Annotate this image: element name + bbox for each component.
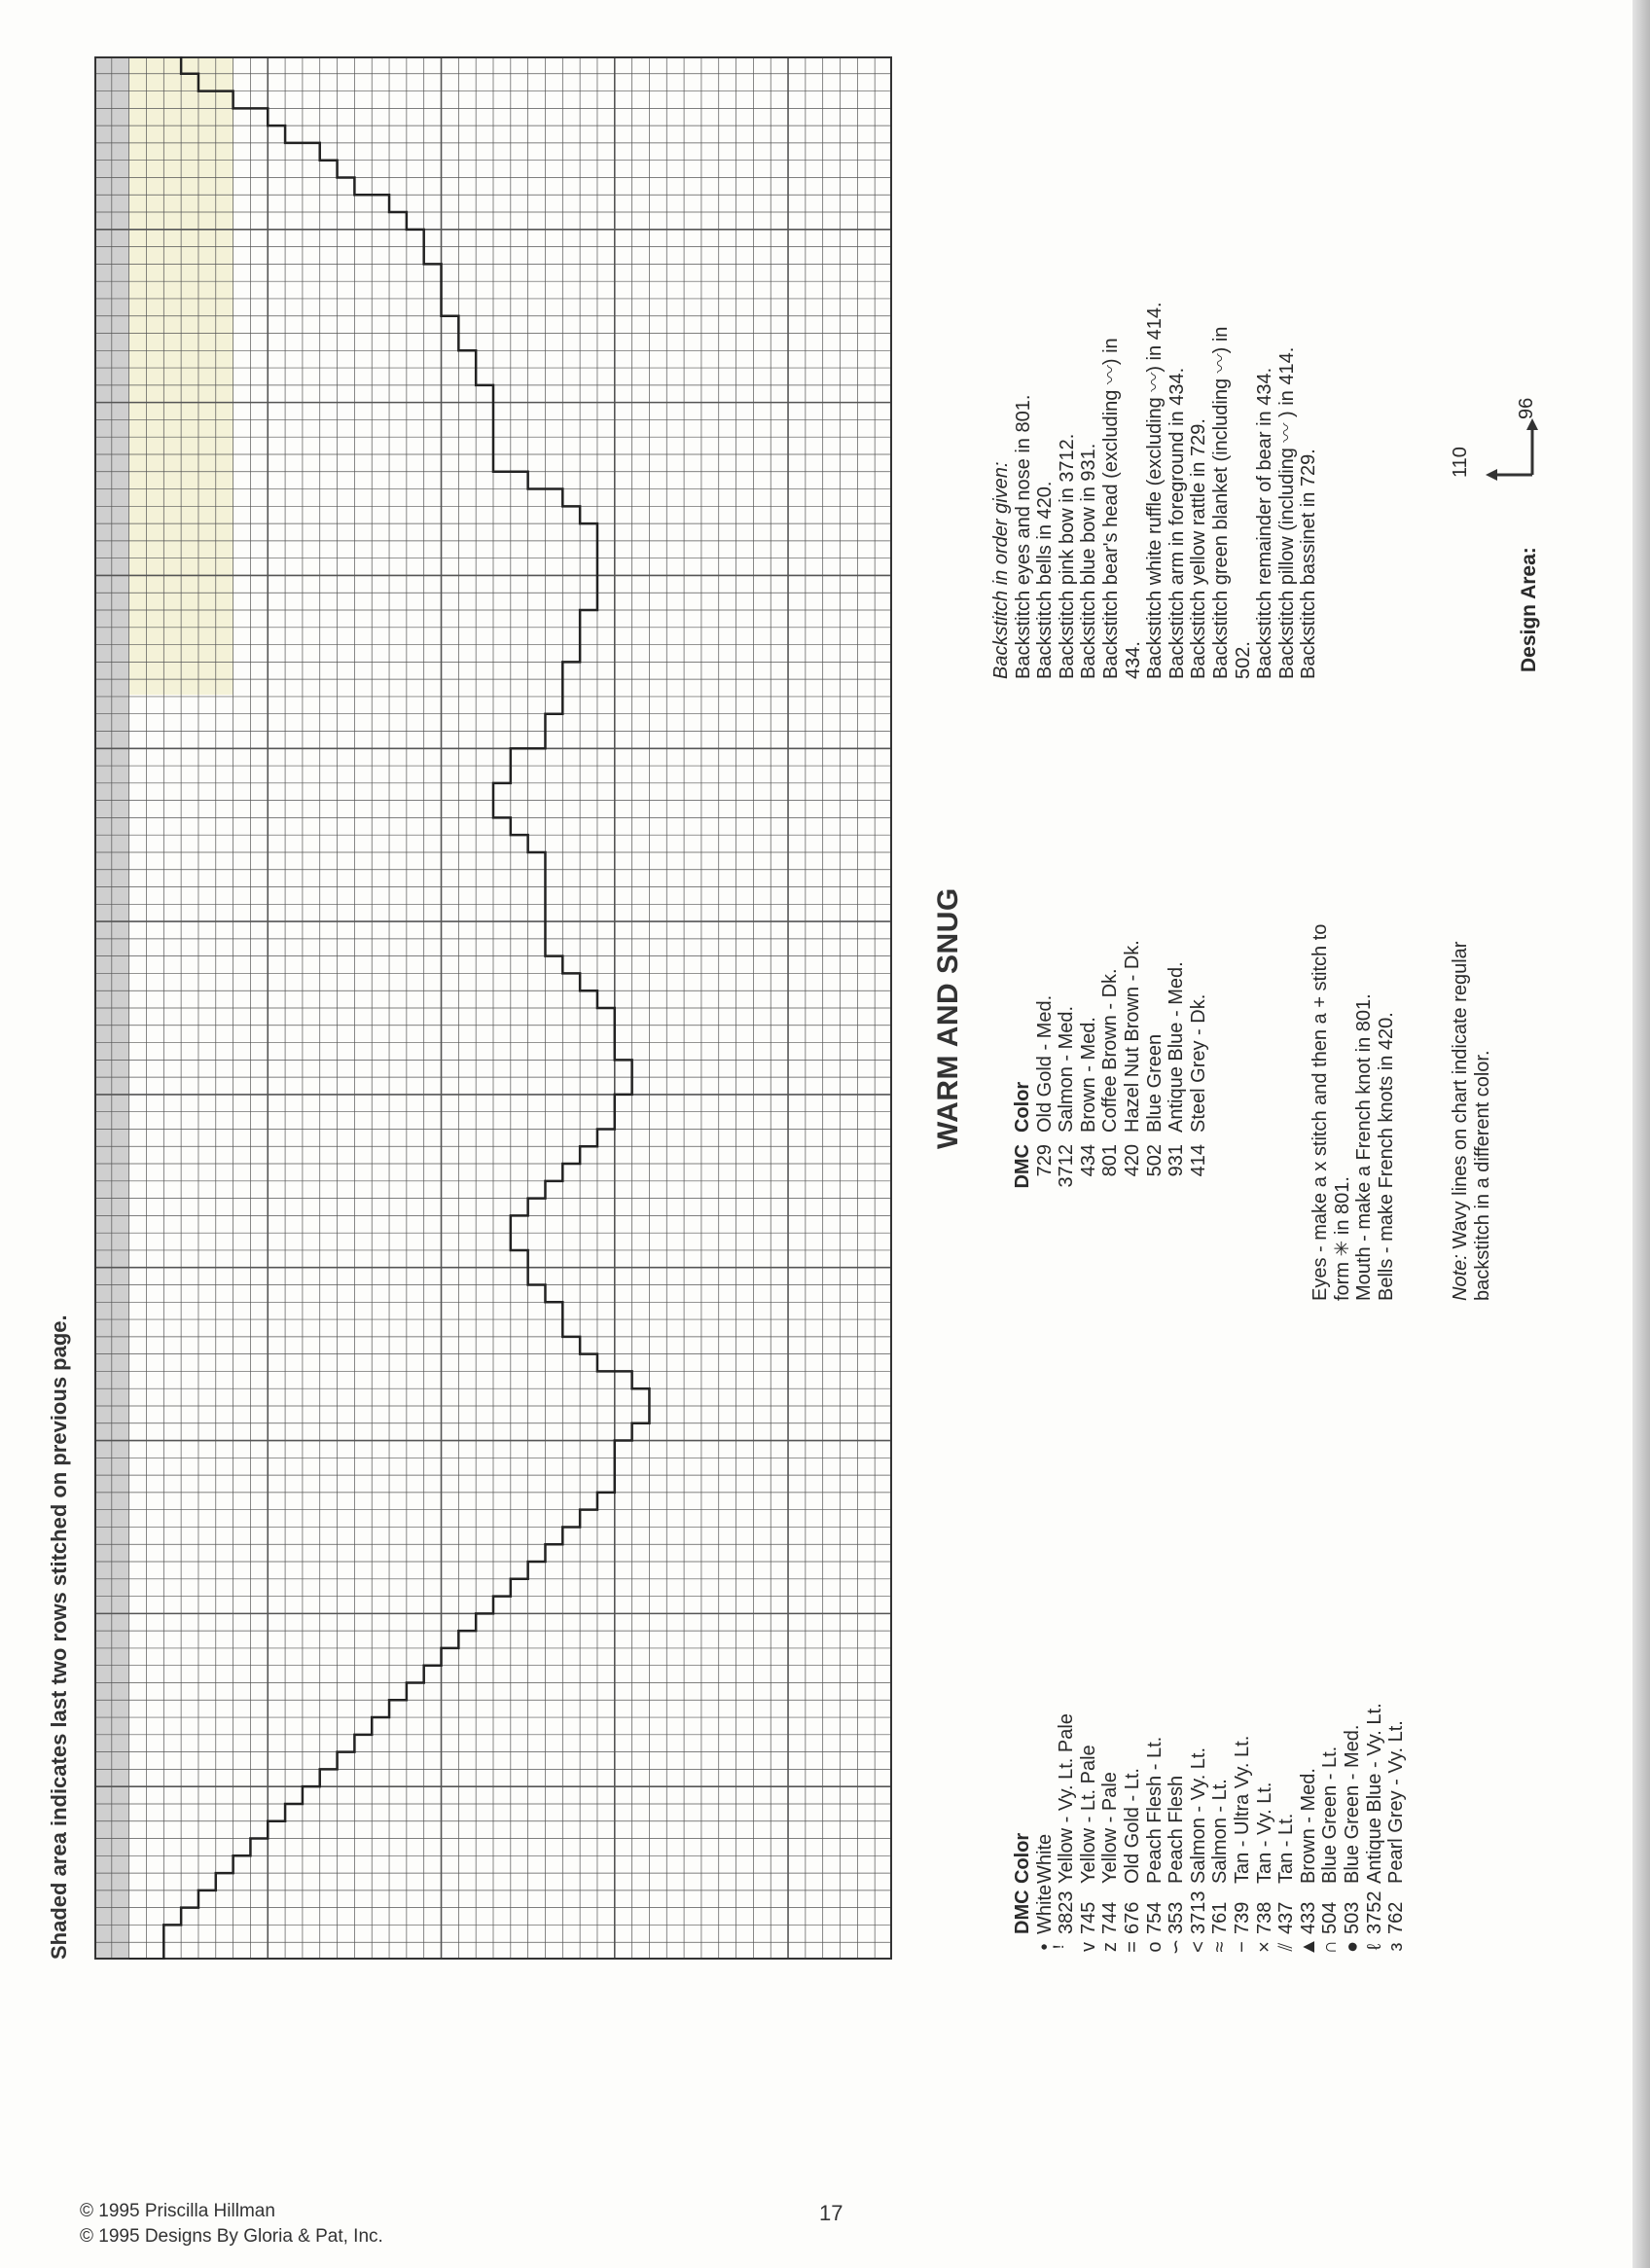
stitch-symbol-icon: ꜝ bbox=[1056, 1944, 1078, 1950]
dmc-number: White bbox=[1033, 1884, 1056, 1934]
dmc-number: 3712 bbox=[1056, 1144, 1078, 1188]
legend-row bbox=[1078, 1703, 1100, 1960]
dmc-header: DMC bbox=[1012, 1890, 1033, 1934]
legend-row bbox=[1034, 1703, 1057, 1960]
color-name: Peach Flesh - Lt. bbox=[1143, 1736, 1166, 1884]
dmc-number: 437 bbox=[1275, 1901, 1298, 1934]
stitch-symbol-icon: v bbox=[1077, 1942, 1099, 1952]
dmc-number: 754 bbox=[1143, 1901, 1166, 1934]
cross-stitch-chart-grid bbox=[94, 56, 892, 1960]
legend-row bbox=[1319, 1703, 1342, 1960]
dmc-number: 502 bbox=[1143, 1144, 1166, 1177]
legend-row bbox=[1232, 1703, 1254, 1960]
backstitch-line: Backstitch yellow rattle in 729. bbox=[1188, 418, 1210, 679]
backstitch-line: Backstitch green blanket (including 〰) in bbox=[1209, 326, 1232, 679]
dmc-number: 3752 bbox=[1363, 1890, 1385, 1934]
backstitch-line: Backstitch white ruffle (excluding 〰) in 414. bbox=[1144, 302, 1166, 679]
color-name: Yellow - Pale bbox=[1099, 1772, 1122, 1884]
color-name: Pearl Grey - Vy. Lt. bbox=[1385, 1720, 1408, 1884]
backstitch-line: 434. bbox=[1122, 641, 1144, 679]
stitch-symbol-icon: ∽ bbox=[1166, 1938, 1188, 1956]
legend-row bbox=[1144, 940, 1166, 1214]
stitch-symbol-icon: • bbox=[1033, 1943, 1056, 1951]
color-name: Coffee Brown - Dk. bbox=[1099, 968, 1122, 1133]
legend-row bbox=[1144, 1703, 1166, 1960]
backstitch-line: Backstitch eyes and nose in 801. bbox=[1012, 394, 1034, 679]
legend-row bbox=[1385, 1703, 1408, 1960]
color-name: Blue Green - Med. bbox=[1341, 1724, 1363, 1884]
color-name: Antique Blue - Vy. Lt. bbox=[1363, 1703, 1385, 1884]
legend-row bbox=[1188, 1703, 1210, 1960]
color-name: Salmon - Med. bbox=[1056, 1005, 1078, 1133]
color-name: Blue Green - Lt. bbox=[1319, 1746, 1342, 1884]
dmc-number: 433 bbox=[1297, 1901, 1319, 1934]
stitch-note: Mouth - make a French knot in 801. bbox=[1353, 993, 1376, 1301]
stitch-symbol-icon: o bbox=[1143, 1941, 1166, 1953]
dmc-number: 801 bbox=[1099, 1144, 1122, 1177]
backstitch-line: Backstitch pillow (including 〰 ) in 414. bbox=[1275, 346, 1298, 679]
design-area-width: 96 bbox=[1516, 397, 1537, 419]
stitch-symbol-icon: = bbox=[1121, 1941, 1143, 1953]
color-name: White bbox=[1033, 1833, 1056, 1884]
color-name: Antique Blue - Med. bbox=[1166, 961, 1188, 1133]
design-area-label: Design Area: bbox=[1518, 547, 1540, 672]
color-name: Steel Grey - Dk. bbox=[1187, 993, 1209, 1133]
dmc-number: 745 bbox=[1077, 1901, 1099, 1934]
backstitch-heading-rest: in order given: bbox=[990, 461, 1012, 591]
dmc-number: 762 bbox=[1385, 1901, 1408, 1934]
legend-row bbox=[1298, 1703, 1320, 1960]
dmc-number: 761 bbox=[1209, 1901, 1232, 1934]
stitch-symbol-icon: ⫽ bbox=[1275, 1942, 1298, 1952]
stitch-symbol-icon: z bbox=[1099, 1942, 1122, 1952]
backstitch-line: Backstitch bear's head (excluding 〰) in bbox=[1099, 338, 1122, 679]
legend-row bbox=[1254, 1703, 1276, 1960]
dmc-number: 420 bbox=[1121, 1144, 1143, 1177]
page-number: 17 bbox=[819, 2201, 843, 2225]
copyright-designs: © 1995 Designs By Gloria & Pat, Inc. bbox=[80, 2226, 383, 2247]
stitch-symbol-icon: ▲ bbox=[1297, 1937, 1319, 1957]
legend-row bbox=[1099, 940, 1122, 1214]
backstitch-line: 502. bbox=[1232, 641, 1254, 679]
stitch-note: form ✳ in 801. bbox=[1331, 1176, 1353, 1301]
stitch-symbol-icon: ∩ bbox=[1319, 1939, 1342, 1955]
copyright-priscilla: © 1995 Priscilla Hillman bbox=[80, 2201, 275, 2221]
dmc-number: 738 bbox=[1253, 1901, 1275, 1934]
design-area-arrow-icon bbox=[1484, 414, 1542, 483]
color-key-main bbox=[1012, 1703, 1408, 1960]
note-line: Wavy lines on chart indicate regular bbox=[1450, 941, 1471, 1255]
stitch-symbol-icon: ≈ bbox=[1209, 1941, 1232, 1953]
dmc-number: 3713 bbox=[1187, 1890, 1209, 1934]
color-key-backstitch bbox=[1012, 940, 1209, 1214]
legend-row bbox=[1209, 1703, 1232, 1960]
note-line: backstitch in a different color. bbox=[1471, 1050, 1493, 1301]
color-name: Brown - Med. bbox=[1077, 1017, 1099, 1133]
color-header: Color bbox=[1012, 1832, 1033, 1884]
design-area-height: 110 bbox=[1450, 447, 1471, 478]
dmc-number: 739 bbox=[1231, 1901, 1253, 1934]
dmc-number: 504 bbox=[1319, 1901, 1342, 1934]
backstitch-line: Backstitch arm in foreground in 434. bbox=[1166, 367, 1188, 679]
color-name: Tan - Lt. bbox=[1275, 1813, 1298, 1884]
stitch-symbol-icon: − bbox=[1231, 1941, 1253, 1953]
stitch-notes bbox=[1309, 924, 1397, 1301]
dmc-number: 353 bbox=[1166, 1901, 1188, 1934]
stitch-symbol-icon: з bbox=[1385, 1942, 1408, 1952]
color-name: Yellow - Lt. Pale bbox=[1077, 1745, 1099, 1884]
legend-row bbox=[1364, 1703, 1386, 1960]
backstitch-line: Backstitch blue bow in 931. bbox=[1078, 443, 1100, 679]
backstitch-line: Backstitch pink bow in 3712. bbox=[1056, 433, 1078, 679]
stitch-note: Bells - make French knots in 420. bbox=[1375, 1012, 1397, 1301]
legend-row bbox=[1034, 940, 1057, 1214]
note-label: Note: bbox=[1450, 1254, 1471, 1301]
legend-row bbox=[1056, 940, 1078, 1214]
dmc-number: 676 bbox=[1121, 1901, 1143, 1934]
dmc-number: 3823 bbox=[1056, 1890, 1078, 1934]
color-name: Hazel Nut Brown - Dk. bbox=[1121, 940, 1143, 1133]
color-name: Salmon - Vy. Lt. bbox=[1187, 1746, 1209, 1884]
color-name: Salmon - Lt. bbox=[1209, 1779, 1232, 1884]
color-name: Yellow - Vy. Lt. Pale bbox=[1056, 1713, 1078, 1884]
legend-row bbox=[1342, 1703, 1364, 1960]
shaded-area-note: Shaded area indicates last two rows stitched on previous page. bbox=[47, 1314, 71, 1960]
stitch-symbol-icon: × bbox=[1253, 1941, 1275, 1953]
color-name: Brown - Med. bbox=[1297, 1768, 1319, 1884]
dmc-header: DMC bbox=[1012, 1144, 1033, 1189]
dmc-number: 931 bbox=[1166, 1144, 1188, 1177]
color-name: Blue Green bbox=[1143, 1033, 1166, 1133]
scan-edge bbox=[1632, 0, 1650, 2268]
stitch-symbol-icon: < bbox=[1187, 1941, 1209, 1953]
legend-row bbox=[1099, 1703, 1122, 1960]
stitch-symbol-icon: ● bbox=[1341, 1940, 1363, 1954]
legend-row bbox=[1275, 1703, 1298, 1960]
color-header: Color bbox=[1012, 1081, 1033, 1133]
color-name: Tan - Vy. Lt. bbox=[1253, 1782, 1275, 1884]
backstitch-instructions bbox=[990, 302, 1320, 679]
dmc-number: 744 bbox=[1099, 1901, 1122, 1934]
backstitch-line: Backstitch remainder of bear in 434. bbox=[1254, 367, 1276, 679]
legend-row bbox=[1166, 940, 1188, 1214]
dmc-number: 729 bbox=[1033, 1144, 1056, 1177]
color-name: Old Gold - Lt. bbox=[1121, 1768, 1143, 1884]
stitch-symbol-icon: ℓ bbox=[1363, 1943, 1385, 1951]
stitch-note: Eyes - make a x stitch and then a + stitch to bbox=[1309, 923, 1331, 1301]
backstitch-heading: Backstitch bbox=[990, 590, 1012, 679]
legend-row bbox=[1122, 1703, 1144, 1960]
legend-row bbox=[1188, 940, 1210, 1214]
legend-row bbox=[1056, 1703, 1078, 1960]
color-name: Old Gold - Med. bbox=[1033, 994, 1056, 1133]
dmc-number: 503 bbox=[1341, 1901, 1363, 1934]
backstitch-line: Backstitch bassinet in 729. bbox=[1298, 449, 1320, 679]
legend-row bbox=[1166, 1703, 1188, 1960]
pattern-title: WARM AND SNUG bbox=[932, 887, 964, 1149]
legend-row bbox=[1122, 940, 1144, 1214]
wavy-lines-note bbox=[1450, 942, 1493, 1301]
dmc-number: 434 bbox=[1077, 1144, 1099, 1177]
dmc-number: 414 bbox=[1187, 1144, 1209, 1177]
color-name: Peach Flesh bbox=[1166, 1775, 1188, 1884]
backstitch-line: Backstitch bells in 420. bbox=[1034, 481, 1057, 679]
color-name: Tan - Ultra Vy. Lt. bbox=[1231, 1735, 1253, 1884]
legend-row bbox=[1078, 940, 1100, 1214]
